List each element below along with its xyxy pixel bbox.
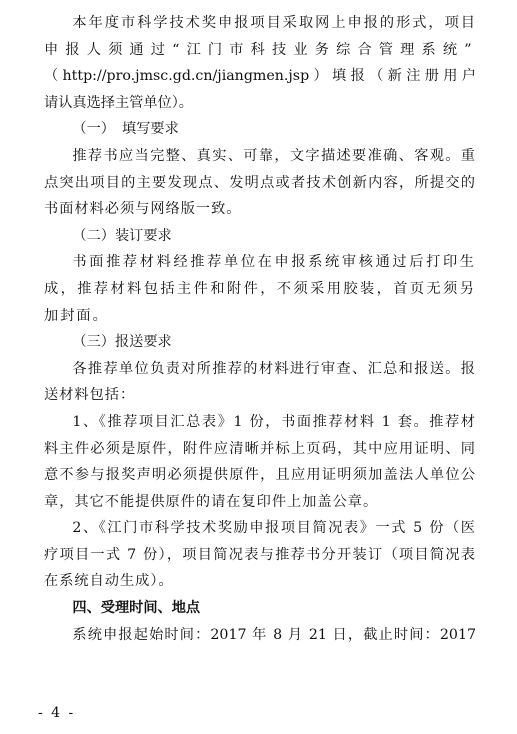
paragraph-line: （http://pro.jmsc.gd.cn/jiangmen.jsp）填报（新注册用户	[44, 68, 476, 85]
paragraph: 书面推荐材料经推荐单位在申报系统审核通过后打印生成，推荐材料包括主件和附件，不须采用胶装，首页无须另加封面。	[44, 254, 476, 324]
section-heading-fill-requirements: （一） 填写要求	[72, 121, 179, 138]
section-heading-binding-requirements: （二）装订要求	[72, 227, 172, 244]
paragraph: 1、《推荐项目汇总表》1 份，书面推荐材料 1 套。推荐材料主件必须是原件，附件应清晰并标上页码，其中应用证明、同意不参与报奖声明必须提供原件，且应用证明须加盖法人单位公章，其它不能提供原件的请在复印件上加盖公章。	[44, 413, 476, 510]
paragraph-line: 申报人须通过“江门市科技业务综合管理系统”	[44, 41, 476, 58]
page-number: - 4 -	[38, 705, 76, 721]
section-heading-submission-requirements: （三）报送要求	[72, 334, 172, 351]
paragraph-line: 本年度市科学技术奖申报项目采取网上申报的形式，项目	[72, 15, 476, 31]
paragraph: 推荐书应当完整、真实、可靠，文字描述要准确、客观。重点突出项目的主要发现点、发明点或者技术创新内容，所提交的书面材料必须与网络版一致。	[44, 147, 476, 218]
paragraph: 系统申报起始时间：2017 年 8 月 21 日，截止时间：2017	[72, 626, 476, 643]
document-body	[44, 10, 476, 648]
section-heading-acceptance-time-place: 四、受理时间、地点	[72, 600, 201, 617]
paragraph: 2、《江门市科学技术奖励申报项目简况表》一式 5 份（医疗项目一式 7 份），项目简况表与推荐书分开装订（项目简况表在系统自动生成）。	[44, 520, 476, 590]
paragraph-line: 请认真选择主管单位）。	[44, 94, 193, 111]
paragraph: 各推荐单位负责对所推荐的材料进行审查、汇总和报送。报送材料包括：	[44, 360, 476, 404]
